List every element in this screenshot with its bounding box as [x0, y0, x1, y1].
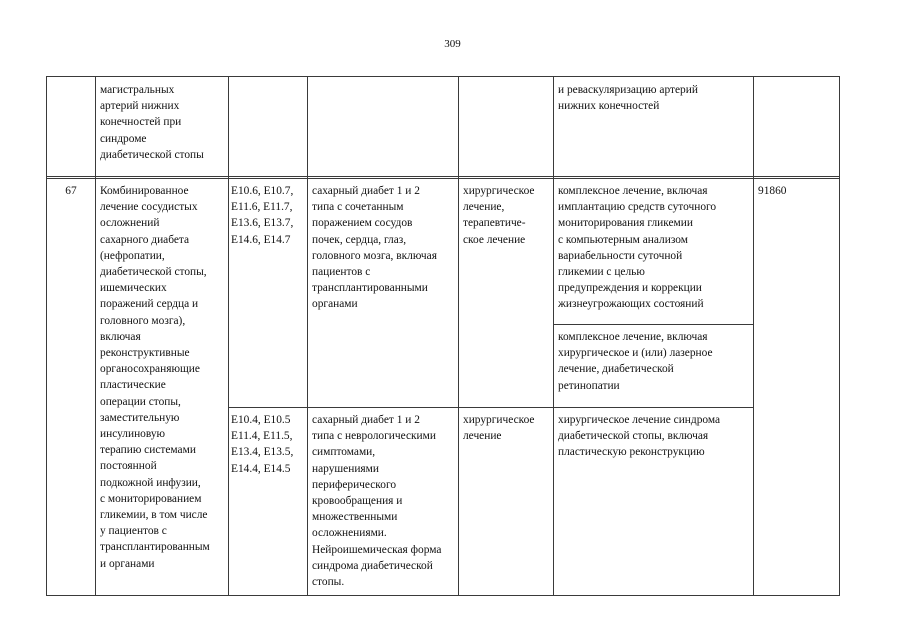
continued-service-name: магистральных артерий нижних конечностей при синдроме диабетической стопы: [100, 84, 204, 161]
icd-codes: E10.6, E10.7, E11.6, E11.7, E13.6, E13.7, E14.6, E14.7: [231, 185, 294, 246]
method-divider: [553, 324, 753, 325]
column-divider: [95, 76, 96, 596]
table-border-top: [46, 76, 840, 77]
treatment-method: комплексное лечение, включая хирургическое и (или) лазерное лечение, диабетической ретинопатии: [558, 331, 713, 392]
row-divider: [46, 178, 840, 179]
treatment-method: хирургическое лечение синдрома диабетической стопы, включая пластическую реконструкцию: [558, 414, 721, 459]
row-number: 67: [65, 185, 77, 197]
treatment-type: хирургическое лечение, терапевтиче- ское лечение: [463, 185, 535, 246]
payment-amount: 91860: [758, 185, 787, 197]
column-divider: [458, 76, 459, 596]
table-border-left: [46, 76, 47, 596]
column-divider: [753, 76, 754, 596]
treatment-type: хирургическое лечение: [463, 414, 535, 443]
page-number: 309: [444, 38, 461, 50]
column-divider: [228, 76, 229, 596]
column-divider: [553, 76, 554, 596]
services-table: [46, 76, 840, 596]
table-border-bottom: [46, 595, 840, 596]
continued-treatment-method: и реваскуляризацию артерий нижних конечностей: [558, 84, 698, 113]
treatment-method: комплексное лечение, включая имплантацию средств суточного мониторирования гликемии с компьютерным анализом вариабельности суточной гликемии с целью предупреждения и коррекции жизнеугрожающих состояний: [558, 185, 717, 311]
patient-model: сахарный диабет 1 и 2 типа с неврологическими симптомами, нарушениями периферического кровообращения и множественными осложнениями. Нейроишемическая форма синдрома диабетической стопы.: [312, 414, 442, 589]
table-border-right: [839, 76, 840, 596]
row-divider: [46, 176, 840, 177]
patient-model: сахарный диабет 1 и 2 типа с сочетанным поражением сосудов почек, сердца, глаз, головного мозга, включая пациентов с трансплантированными органами: [312, 185, 437, 311]
service-name: Комбинированное лечение сосудистых осложнений сахарного диабета (нефропатии, диабетической стопы, ишемических поражений сердца и головного мозга), включая реконструктивные органосохраняющие пластические операции стопы, заместительную инсулиновую терапию системами постоянной подкожной инфузии, с мониторированием гликемии, в том числе у пациентов с трансплантированным и органами: [100, 185, 210, 570]
column-divider: [307, 76, 308, 596]
icd-codes: E10.4, E10.5 E11.4, E11.5, E13.4, E13.5, E14.4, E14.5: [231, 414, 294, 475]
